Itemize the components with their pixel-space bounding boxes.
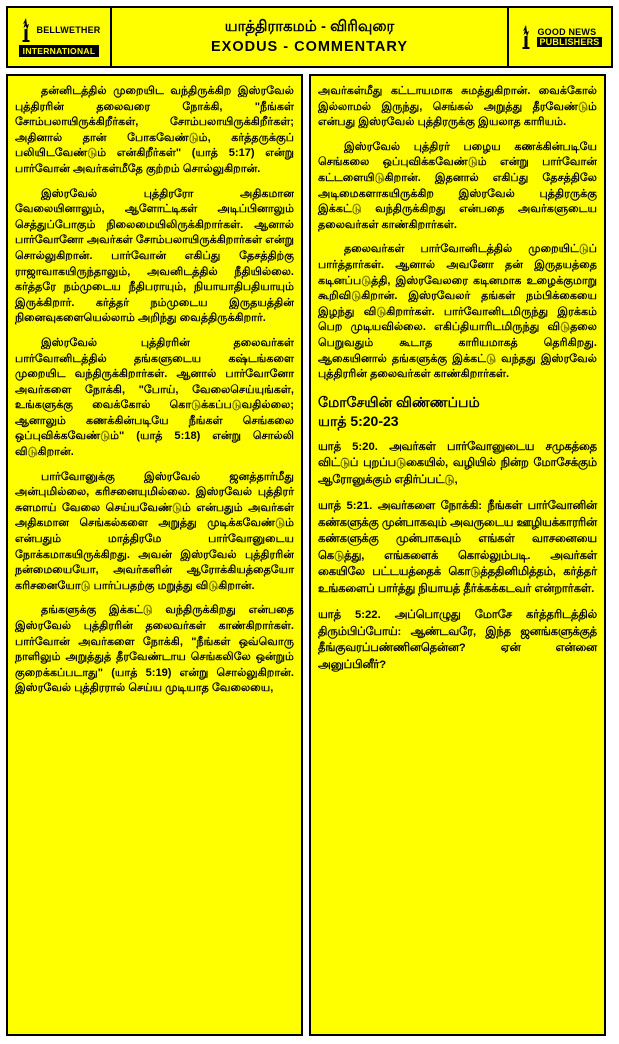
paragraph: அவர்கள்மீது கட்டாயமாக சுமத்துகிறான். வைக்கோல் இல்லாமல் இருந்து, செங்கல் அறுத்து தீரவேண்டும் என்பது இஸ்ரவேல் புத்திரருக்கு இயலாத காரியம். [318, 85, 597, 129]
torch-icon [518, 24, 534, 50]
good-news-logo-line2: PUBLISHERS [539, 37, 600, 47]
torch-icon [18, 17, 34, 43]
good-news-logo-row [509, 24, 611, 50]
good-news-logo-text [537, 27, 601, 47]
paragraph: இஸ்ரவேல் புத்திரர் பழைய கணக்கின்படியே செங்கலை ஒப்புவிக்கவேண்டும் என்று பார்வோன் கட்டளையிடுகிறான். இதனால் எகிப்து தேசத்திலே அடிமைகளாகயிருக்கிற இஸ்ரவேல் புத்திரருக்கு இக்கட்டு வந்திருக்கிறது என்பதை அவர்களுடைய தலைவர்கள் காண்கிறார்கள். [318, 140, 597, 231]
good-news-logo-line1: GOOD NEWS [537, 27, 597, 37]
right-column [309, 74, 606, 1036]
page-title-tamil: யாத்திராகமம் - விரிவுரை [224, 18, 395, 35]
paragraph: இஸ்ரவேல் புத்திரரின் தலைவர்கள் பார்வோனிடத்தில் தங்களுடைய கஷ்டங்களை முறையிட வந்திருக்கிறார்கள். ஆனால் பார்வோனோ அவர்களை நோக்கி, "போய், வேலைசெய்யுங்கள், உங்களுக்கு வைக்கோல் கொடுக்கப்படுவதில்லை; ஆனாலும் கணக்கின்படியே நீங்கள் செங்கலை ஒப்புவிக்கவேண்டும்" (யாத் 5:18) என்று சொல்லி விடுகிறான். [15, 336, 294, 459]
paragraph: தலைவர்கள் பார்வோனிடத்தில் முறையிட்டுப் பார்த்தார்கள். ஆனால் அவனோ தன் இருதயத்தை கடினப்படுத்தி, இஸ்ரவேலரை கடினமாக உழைக்குமாறு கூறிவிடுகிறான். இஸ்ரவேலர் தங்கள் நம்பிக்கையை இழந்து விடுகிறார்கள். பார்வோனிடமிருந்து இரக்கம் பெற முடியவில்லை. எகிப்தியாரிடமிருந்து விடுதலை பெறுவதும் கூடாத காரியமாகத் தெரிகிறது. ஆகையினால் தங்களுக்கு இக்கட்டு வந்தது இஸ்ரவேல் புத்திரரின் தலைவர்கள் காண்கிறார்கள். [318, 243, 597, 381]
page-body [6, 74, 613, 1036]
bellwether-logo-row [8, 17, 110, 43]
section-heading-line2: யாத் 5:20-23 [318, 412, 399, 429]
page-header [6, 6, 613, 68]
paragraph: தன்னிடத்தில் முறையிட வந்திருக்கிற இஸ்ரவேல் புத்திரரின் தலைவரை நோக்கி, "நீங்கள் சோம்பலாயிருக்கிறீர்கள், சோம்பலாயிருக்கிறீர்கள்; அதினால் தான் போகவேண்டும், கர்த்தருக்குப் பலியிடவேண்டும் என்கிறீர்கள்" (யாத் 5:17) என்று பார்வோன் அவர்கள்மீதே குற்றம் சொல்லுகிறான். [15, 85, 294, 175]
good-news-publishers-logo [507, 8, 611, 66]
bellwether-logo-name: BELLWETHER [36, 25, 101, 35]
paragraph: தங்களுக்கு இக்கட்டு வந்திருக்கிறது என்பதை இஸ்ரவேல் புத்திரரின் தலைவர்கள் காண்கிறார்கள். பார்வோன் அவர்களை நோக்கி, "நீங்கள் ஒவ்வொரு நாளிலும் அறுத்துத் தீரவேண்டாய செங்கலிலே ஒன்றும் குறைக்கப்படாது" (யாத் 5:19) என்று சொல்லுகிறான். இஸ்ரவேல் புத்திரரால் செய்ய முடியாத வேலையை, [15, 604, 294, 695]
paragraph: பார்வோனுக்கு இஸ்ரவேல் ஜனத்தார்மீது அன்புமில்லை, கரிசனையுமில்லை. இஸ்ரவேல் புத்திரர் சுளமாய் வேலை செய்யவேண்டும் என்பதும் அவர்கள் அதிகமான செங்கல்களை அறுத்து முடிக்கவேண்டும் என்பதும் மாத்திரமே பார்வோனுடைய நோக்கமாகயிருக்கிறது. அவன் இஸ்ரவேல் புத்திரரின் நன்மையையோ, அவர்களின் ஆரோக்கியத்தையோ கரிசனையோடு பார்ப்பதற்கு மறுத்து விடுகிறான். [15, 470, 294, 592]
verse-text: யாத் 5:21. அவர்களை நோக்கி: நீங்கள் பார்வோனின் கண்களுக்கு முன்பாகவும் அவருடைய ஊழியக்காரரின் கண்களுக்கு முன்பாகவும் எங்கள் வாசனையை கெடுத்து, எங்களைக் கொல்லும்படி. அவர்கள் கையிலே பட்டயத்தைக் கொடுத்ததினிமித்தம், கர்த்தர் உங்களைப் பார்த்து நியாயத் தீர்க்கக்கடவர் என்றார்கள். [318, 500, 597, 595]
page-title [112, 8, 507, 66]
paragraph: இஸ்ரவேல் புத்திரரோ அதிகமான வேலையினாலும், ஆளோட்டிகள் அடிப்பினாலும் செத்துப்போகும் நிலைமையிலிருக்கிறார்கள். ஆனால் பார்வோனோ அவர்கள் சோம்பலாயிருக்கிறார்கள் என்று சொல்லுகிறான். பார்வோன் எகிப்து தேசத்திற்கு ராஜாவாகயிருந்தாலும், அவனிடத்தில் நீதியில்லை. கர்த்தரே நம்முடைய நீதிபராயும், நியாயாதிபதியாயும் இருக்கிறார். கர்த்தர் நம்முடைய இருதயத்தின் நினைவுகளையெல்லாம் அறிந்து வைத்திருக்கிறார். [15, 187, 294, 325]
verse-text: யாத் 5:22. அப்பொழுது மோசே கர்த்தரிடத்தில் திரும்பிப்போய்: ஆண்டவரே, இந்த ஜனங்களுக்குத் தீங்குவரப்பண்ணினதென்ன? ஏன் என்னை அனுப்பினீர்? [318, 609, 597, 671]
section-heading [318, 393, 597, 431]
verse-text: யாத் 5:20. அவர்கள் பார்வோனுடைய சமுகத்தை விட்டுப் புறப்படுகையில், வழியில் நின்ற மோசேக்கும் ஆரோனுக்கும் எதிர்ப்பட்டு, [318, 440, 597, 486]
page-title-english: EXODUS - COMMENTARY [210, 39, 409, 55]
bellwether-logo [8, 8, 112, 66]
left-column [6, 74, 303, 1036]
bellwether-logo-band: INTERNATIONAL [19, 45, 100, 57]
section-heading-line1: மோசேயின் விண்ணப்பம் [318, 393, 480, 410]
